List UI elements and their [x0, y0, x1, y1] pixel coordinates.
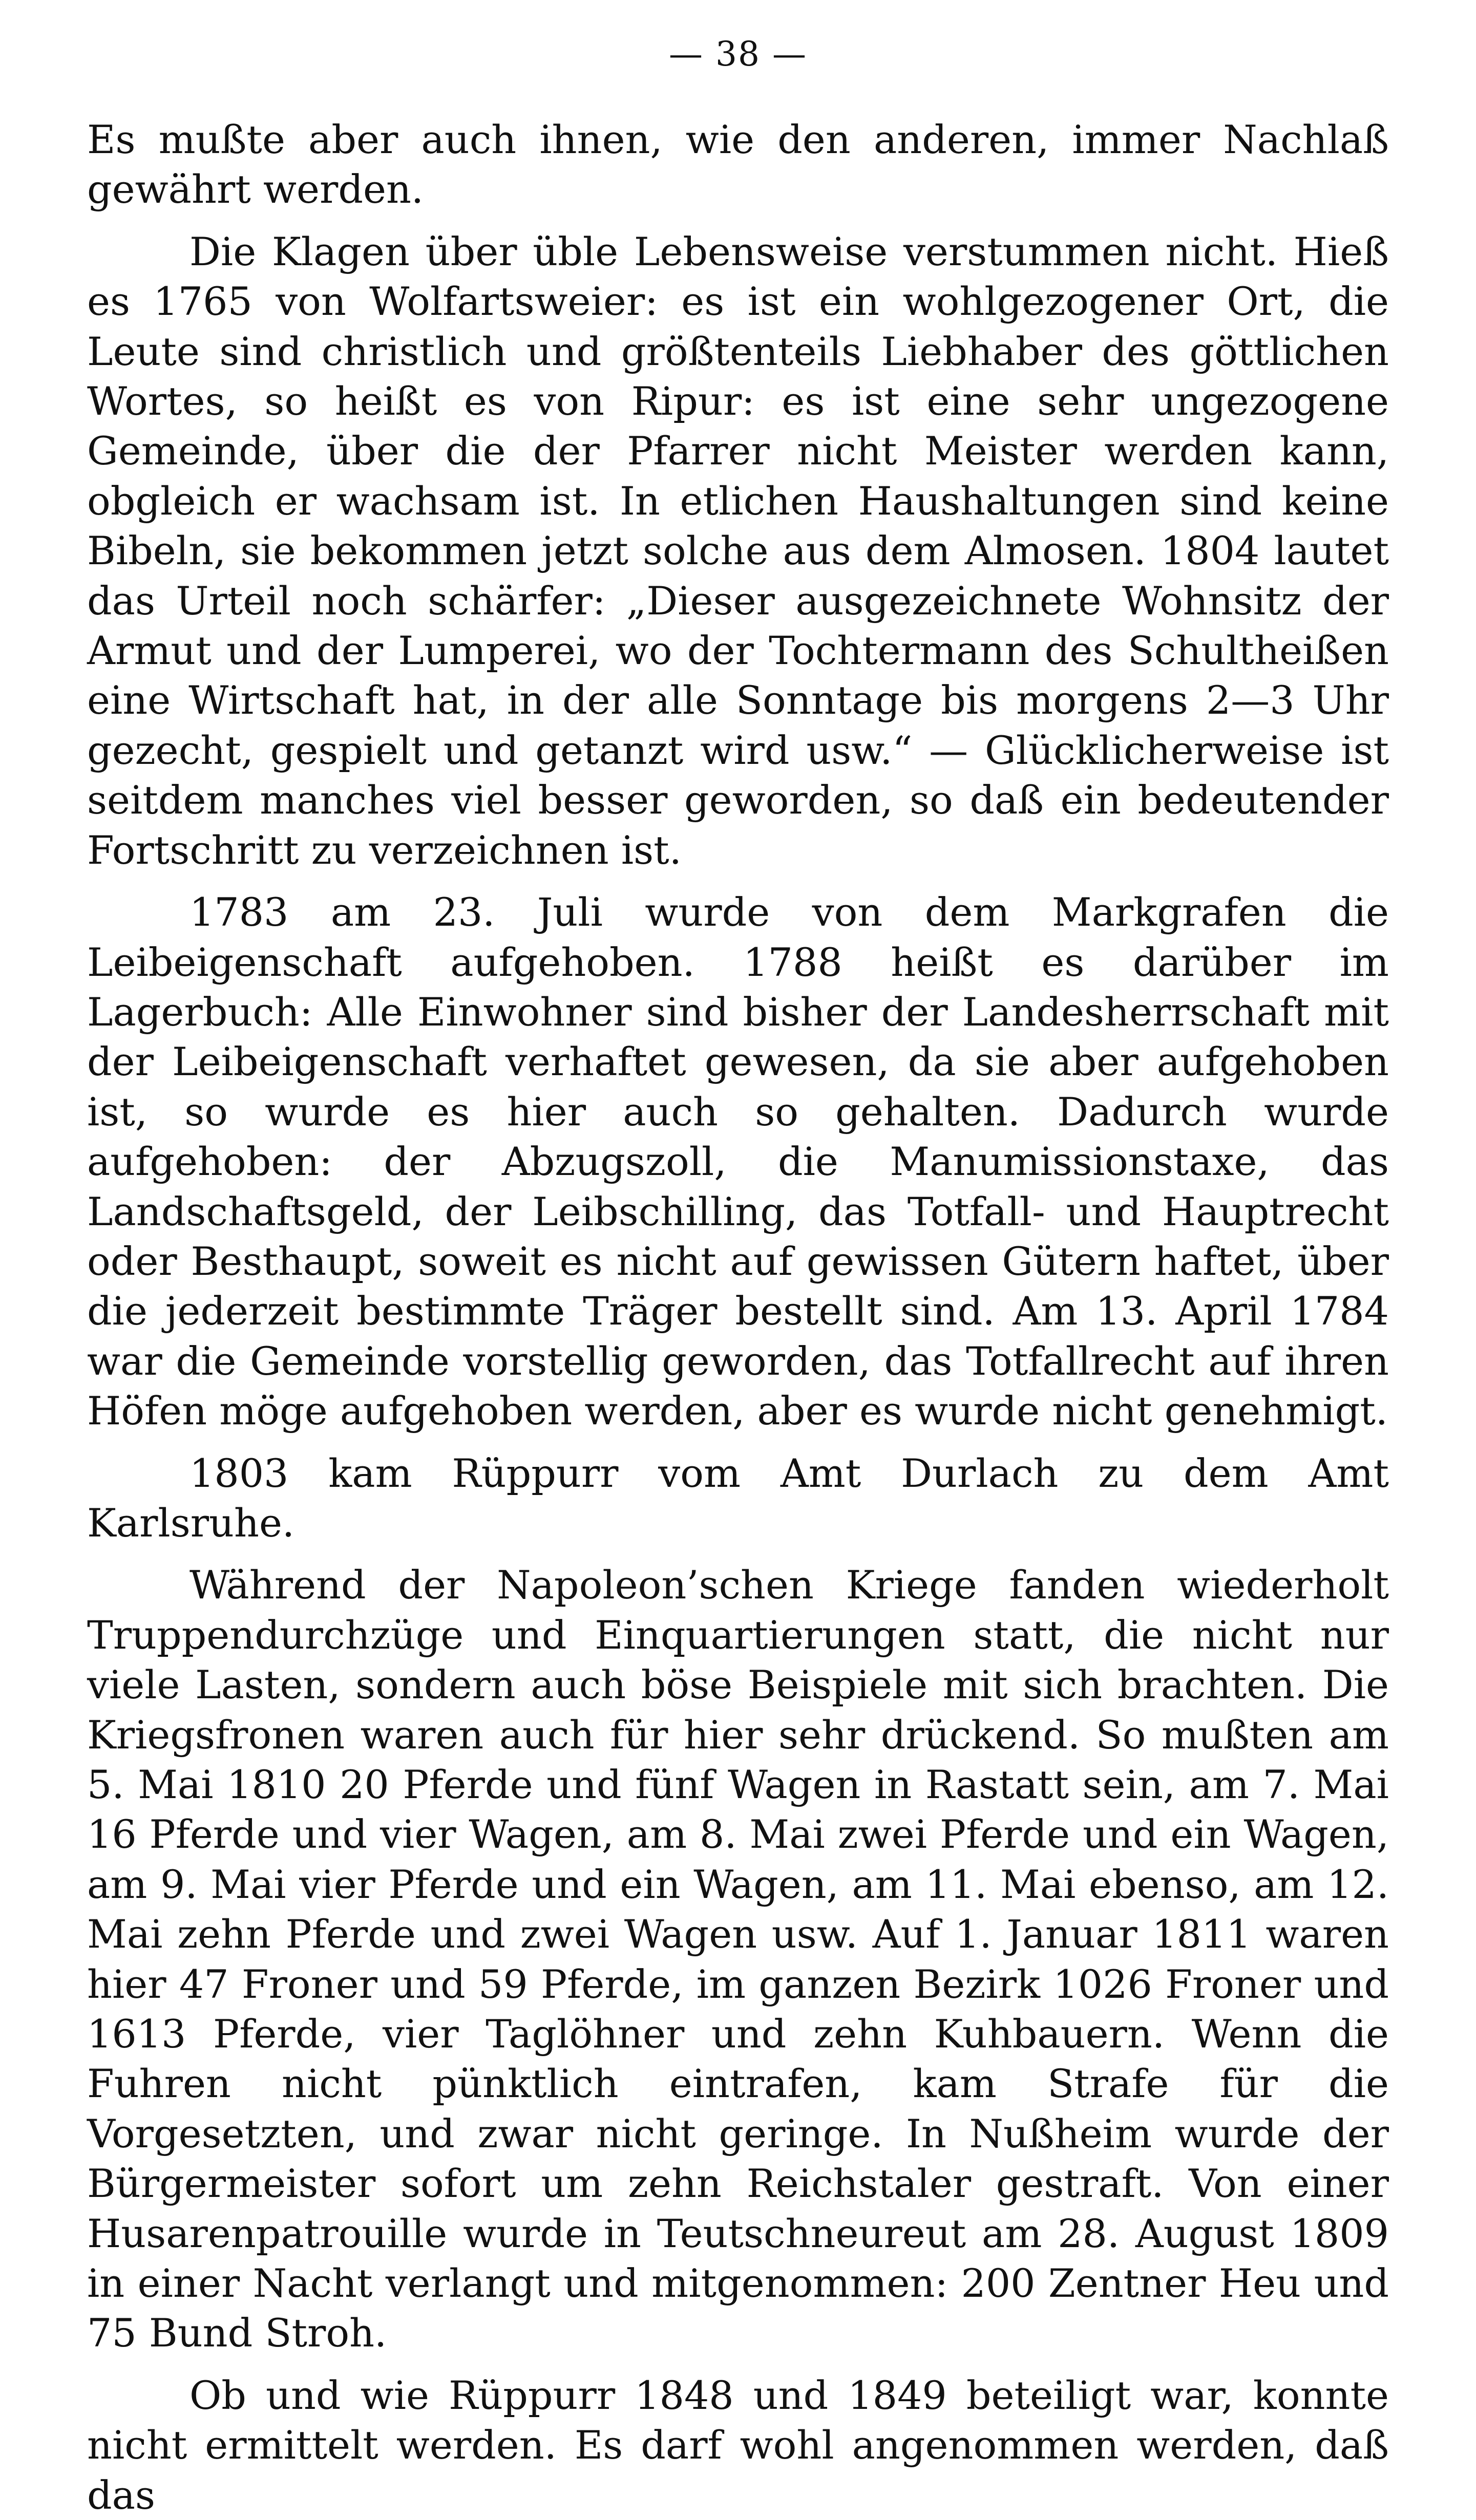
paragraph-continuation: Es mußte aber auch ihnen, wie den anderen, immer Nachlaß gewährt werden.: [87, 117, 1389, 212]
paragraph-napoleonische-kriege: Während der Napoleon’schen Kriege fanden wiederholt Truppendurchzüge und Einquartierungen statt, die nicht nur viele Lasten, sondern auch böse Beispiele mit sich brachten. Die Kriegsfronen waren auch für hier sehr drückend. So mußten am 5. Mai 1810 20 Pferde und fünf Wagen in Rastatt sein, am 7. Mai 16 Pferde und vier Wagen, am 8. Mai zwei Pferde und ein Wagen, am 9. Mai vier Pferde und ein Wagen, am 11. Mai ebenso, am 12. Mai zehn Pferde und zwei Wagen usw. Auf 1. Januar 1811 waren hier 47 Froner und 59 Pferde, im ganzen Bezirk 1026 Froner und 1613 Pferde, vier Taglöhner und zehn Kuhbauern. Wenn die Fuhren nicht pünktlich eintrafen, kam Strafe für die Vorgesetzten, und zwar nicht geringe. In Nußheim wurde der Bürgermeister sofort um zehn Reichstaler gestraft. Von einer Husarenpatrouille wurde in Teutschneureut am 28. August 1809 in einer Nacht verlangt und mitgenommen: 200 Zentner Heu und 75 Bund Stroh.: [87, 1562, 1389, 2356]
page-number: — 38 —: [669, 34, 807, 74]
paragraph-lebensweise: Die Klagen über üble Lebensweise verstummen nicht. Hieß es 1765 von Wolfartsweier: es ist ein wohlgezogener Ort, die Leute sind christlich und größtenteils Liebhaber des göttlichen Wortes, so heißt es von Ripur: es ist eine sehr ungezogene Gemeinde, über die der Pfarrer nicht Meister werden kann, obgleich er wachsam ist. In etlichen Haushaltungen sind keine Bibeln, sie bekommen jetzt solche aus dem Almosen. 1804 lautet das Urteil noch schärfer: „Dieser ausgezeichnete Wohnsitz der Armut und der Lumperei, wo der Tochtermann des Schultheißen eine Wirtschaft hat, in der alle Sonntage bis morgens 2—3 Uhr gezecht, gespielt und getanzt wird usw.“ — Glücklicherweise ist seitdem manches viel besser geworden, so daß ein bedeutender Fortschritt zu verzeichnen ist.: [87, 228, 1389, 873]
paragraph-1848-1849: Ob und wie Rüppurr 1848 und 1849 beteiligt war, konnte nicht ermittelt werden. Es darf wohl angenommen werden, daß das: [87, 2372, 1389, 2518]
paragraph-amt-karlsruhe: 1803 kam Rüppurr vom Amt Durlach zu dem Amt Karlsruhe.: [87, 1450, 1389, 1546]
paragraph-leibeigenschaft: 1783 am 23. Juli wurde von dem Markgrafen die Leibeigenschaft aufgehoben. 1788 heißt es darüber im Lagerbuch: Alle Einwohner sind bisher der Landesherrschaft mit der Leibeigenschaft verhaftet gewesen, da sie aber aufgehoben ist, so wurde es hier auch so gehalten. Dadurch wurde aufgehoben: der Abzugszoll, die Manumissionstaxe, das Landschaftsgeld, der Leibschilling, das Totfall- und Hauptrecht oder Besthaupt, soweit es nicht auf gewissen Gütern haftet, über die jederzeit bestimmte Träger bestellt sind. Am 13. April 1784 war die Gemeinde vorstellig geworden, das Totfallrecht auf ihren Höfen möge aufgehoben werden, aber es wurde nicht genehmigt.: [87, 889, 1389, 1434]
